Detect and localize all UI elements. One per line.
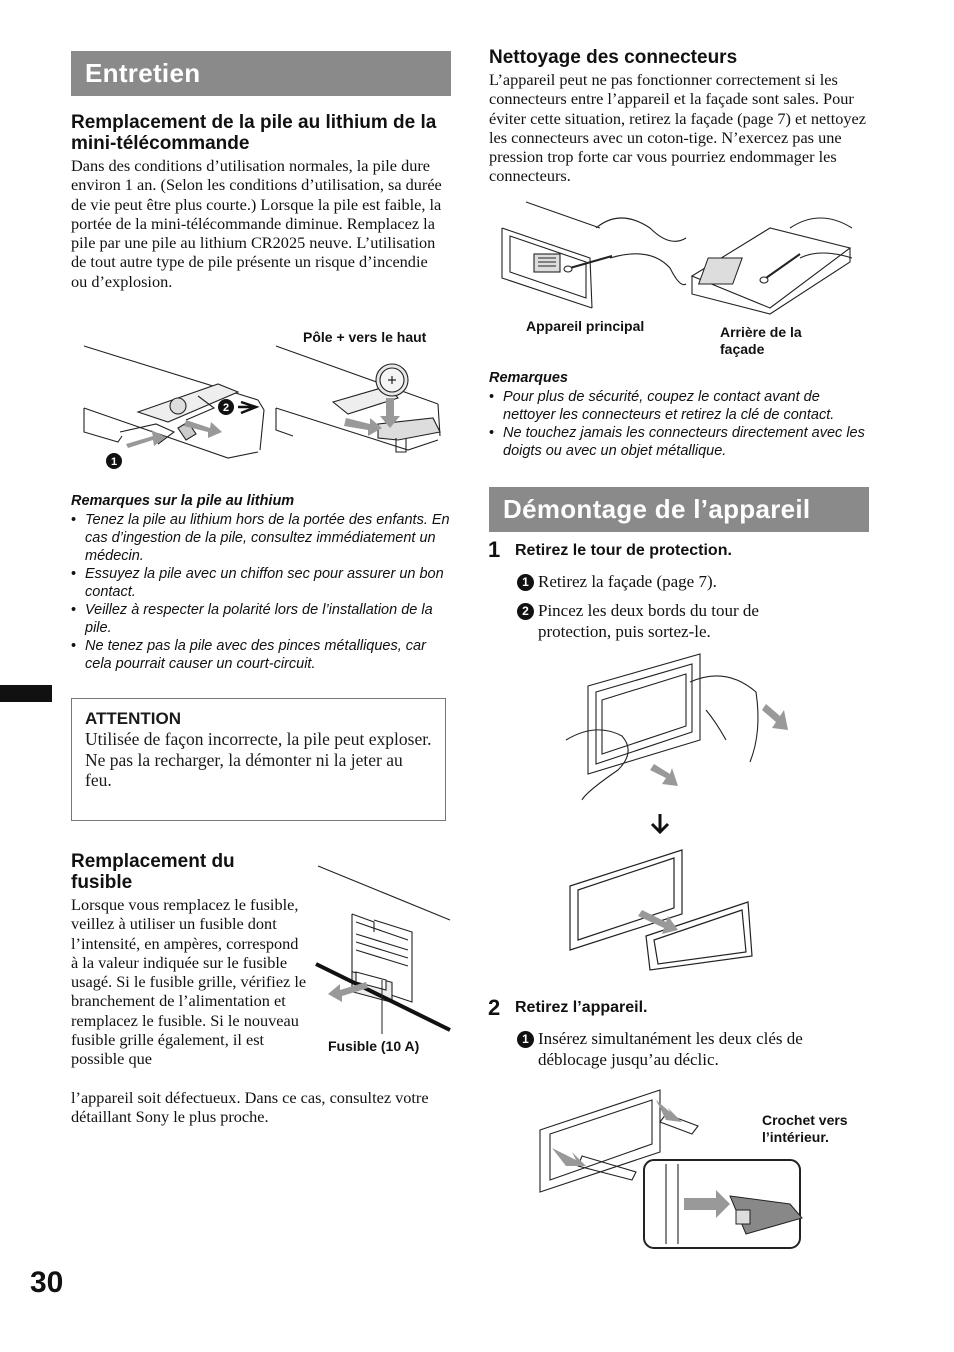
protection-collar-illustration	[566, 652, 802, 970]
attention-title: ATTENTION	[85, 709, 182, 728]
fuse-heading: Remplacement du fusible	[71, 851, 235, 893]
battery-heading: Remplacement de la pile au lithium de la mini-télécommande	[71, 112, 437, 154]
battery-polarity-label: Pôle + vers le haut	[303, 329, 427, 345]
attention-line-1: Utilisée de façon incorrecte, la pile peut exploser.	[85, 729, 432, 749]
battery-note: • Veillez à respecter la polarité lors de l’installation de la pile.	[71, 601, 451, 637]
attention-box	[71, 698, 446, 821]
page-number: 30	[30, 1266, 64, 1299]
substep-text: Insérez simultanément les deux clés de déblocage jusqu’au déclic.	[538, 1029, 803, 1069]
attention-line-2: Ne pas la recharger, la démonter ni la jeter au feu.	[85, 749, 403, 790]
connector-note: • Pour plus de sécurité, coupez le contact avant de nettoyer les connecteurs et retirez la clé de contact.	[489, 388, 869, 424]
fuse-paragraph-narrow: Lorsque vous remplacez le fusible, veillez à utiliser un fusible dont l’intensité, en ampères, correspond à la valeur indiquée sur le fusible usagé. Si le fusible grille, vérifiez le branchement de l’alimentation et remplacez le fusible. Si le nouveau fusible grille également, il est possible que	[71, 895, 307, 1069]
side-tab-marker	[0, 685, 52, 702]
substep-marker: 1	[517, 574, 534, 591]
substep-text: Pincez les deux bords du tour de protection, puis sortez-le.	[538, 601, 759, 641]
step-1-title: Retirez le tour de protection.	[515, 542, 732, 559]
battery-notes-list	[71, 511, 451, 673]
battery-note: • Ne tenez pas la pile avec des pinces métalliques, car cela pourrait causer un court-circuit.	[71, 637, 451, 673]
step-marker-2: 2	[222, 402, 230, 414]
hook-label: Crochet vers l’intérieur.	[762, 1112, 848, 1145]
fuse-label: Fusible (10 A)	[328, 1038, 420, 1054]
step-2-title: Retirez l’appareil.	[515, 999, 648, 1016]
connector-cleaning-illustration	[500, 198, 862, 318]
back-panel-label: Arrière de la façade	[720, 324, 802, 357]
battery-replacement-illustration	[78, 340, 448, 475]
main-unit-label: Appareil principal	[526, 318, 645, 334]
step-2-substep-1	[517, 1029, 852, 1070]
substep-marker: 2	[517, 603, 534, 620]
connectors-paragraph: L’appareil peut ne pas fonctionner correctement si les connecteurs entre l’appareil et la façade sont sales. Pour éviter cette situation, retirez la façade (page 7) et nettoyez les connecteurs avec un coton-tige. N’exercez pas une pression trop forte car vous pourriez endommager les connecteurs.	[489, 70, 866, 186]
battery-note: • Tenez la pile au lithium hors de la portée des enfants. En cas d’ingestion de la pile, consultez immédiatement un médecin.	[71, 511, 451, 565]
battery-notes-title: Remarques sur la pile au lithium	[71, 493, 295, 509]
banner-title: Démontage de l’appareil	[503, 494, 811, 524]
connector-notes-list	[489, 388, 869, 460]
step-1-substep-1	[517, 572, 867, 593]
section-banner-demontage	[489, 487, 869, 532]
substep-marker: 1	[517, 1031, 534, 1048]
fuse-illustration	[316, 862, 452, 1037]
banner-title: Entretien	[85, 58, 201, 88]
battery-note: • Essuyez la pile avec un chiffon sec pour assurer un bon contact.	[71, 565, 451, 601]
step-1-number: 1	[488, 537, 501, 562]
step-1-substep-2	[517, 601, 817, 642]
step-marker-1: 1	[110, 456, 118, 468]
connector-note: • Ne touchez jamais les connecteurs directement avec les doigts ou avec un objet métallique.	[489, 424, 869, 460]
fuse-paragraph-wide: l’appareil soit défectueux. Dans ce cas, consultez votre détaillant Sony le plus proche.	[71, 1088, 429, 1127]
step-2-number: 2	[488, 995, 501, 1020]
connectors-heading: Nettoyage des connecteurs	[489, 47, 738, 68]
battery-paragraph: Dans des conditions d’utilisation normales, la pile dure environ 1 an. (Selon les conditions d’utilisation, sa durée de vie peut être plus courte.) Lorsque la pile est faible, la portée de la mini-télécommande diminue. Remplacez la pile par une pile au lithium CR2025 neuve. L’utilisation de tout autre type de pile présente un risque d’incendie ou d’explosion.	[71, 156, 442, 291]
section-banner-entretien	[71, 51, 451, 96]
connector-notes-title: Remarques	[489, 370, 568, 386]
substep-text: Retirez la façade (page 7).	[538, 572, 717, 591]
